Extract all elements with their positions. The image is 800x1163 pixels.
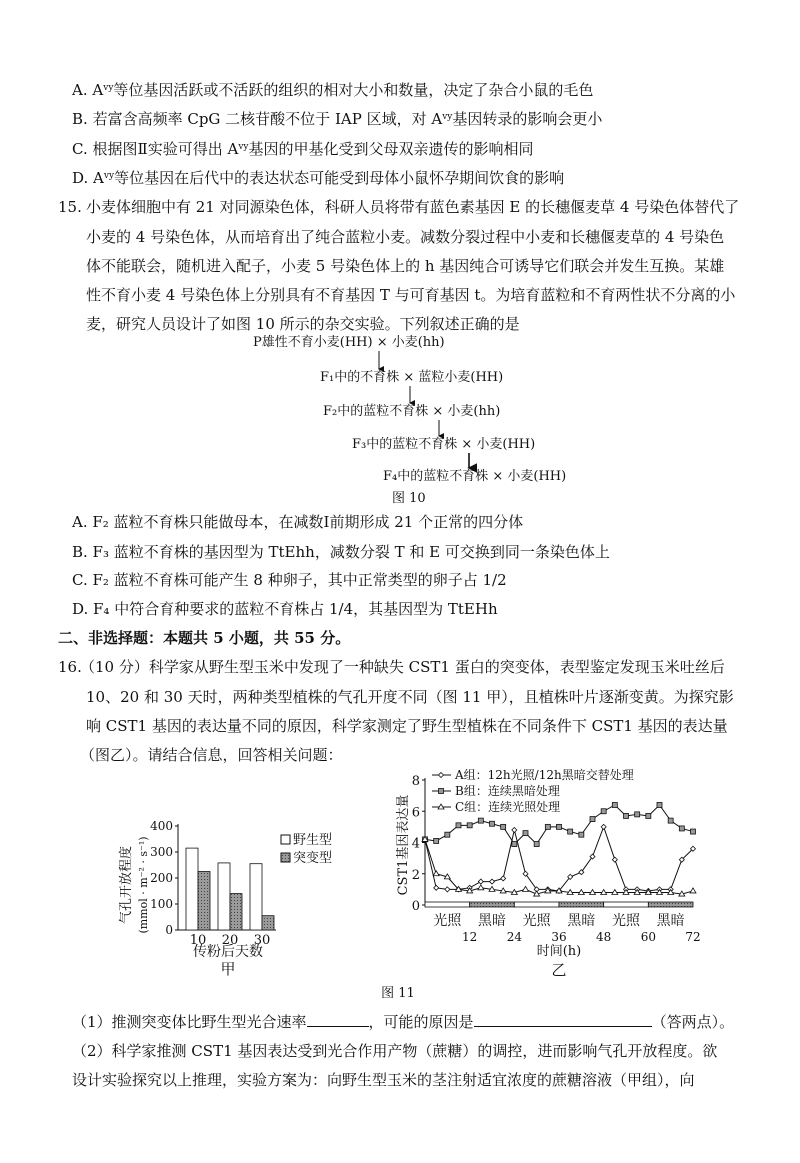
- bar-wild: [218, 863, 230, 930]
- question-text-line: 小麦体细胞中有 21 对同源染色体，科研人员将带有蓝色素基因 E 的长穗偃麦草 4 号染色体替代了: [86, 198, 740, 216]
- cross-step-f3: F₃中的蓝粒不育株 × 小麦(HH): [352, 437, 536, 452]
- bar-y-tick-label: 0: [165, 923, 173, 937]
- gene-superscript: vy: [442, 112, 453, 122]
- question-text-line: 小麦的 4 号染色体，从而培育出了纯合蓝粒小麦。减数分裂过程中小麦和长穗偃麦草的 4 号染色: [86, 228, 725, 246]
- data-point-triangle: [523, 886, 529, 891]
- data-point-triangle: [433, 871, 439, 876]
- data-point-diamond: [490, 879, 495, 884]
- data-point-square: [467, 823, 472, 828]
- line-y-tick-label: 4: [411, 836, 420, 852]
- option-text: 等位基因在后代中的表达状态可能受到母体小鼠怀孕期间饮食的影响: [114, 169, 565, 187]
- question-text-line: 10、20 和 30 天时，两种类型植株的气孔开度不同（图 11 甲），且植株叶片逐渐变黄。为探究影: [86, 688, 734, 706]
- data-point-square: [568, 829, 573, 834]
- data-point-square: [579, 832, 584, 837]
- q15-option-a: A. F₂ 蓝粒不育株只能做母本，在减数Ⅰ前期形成 21 个正常的四分体: [72, 513, 524, 531]
- gene-symbol: A: [93, 169, 104, 187]
- bar-x-tick-label: 30: [253, 933, 271, 948]
- option-label: B.: [72, 110, 88, 128]
- data-point-triangle: [690, 888, 696, 893]
- data-point-square: [512, 842, 517, 847]
- series-line-triangle: [425, 839, 693, 894]
- data-point-triangle: [478, 885, 484, 890]
- line-y-tick-label: 0: [411, 899, 420, 914]
- cross-step-f4: F₄中的蓝粒不育株 × 小麦(HH): [383, 469, 567, 484]
- data-point-diamond: [512, 828, 517, 833]
- bar-y-axis-unit: (mmol · m⁻² · s⁻¹): [137, 836, 150, 934]
- data-point-square: [534, 842, 539, 847]
- q15-option-b: B. F₃ 蓝粒不育株的基因型为 TtEhh，减数分裂 T 和 E 可交换到同一条染色体上: [72, 543, 610, 561]
- line-x-tick-label: 60: [640, 930, 656, 944]
- data-point-square: [445, 832, 450, 837]
- data-point-square: [646, 813, 651, 818]
- bar-y-tick-label: 400: [150, 819, 173, 833]
- period-strip-light: [514, 902, 559, 907]
- data-point-diamond: [501, 876, 506, 881]
- question-text-line: （图乙）。请结合信息，回答相关问题：: [80, 746, 343, 764]
- data-point-square: [434, 838, 439, 843]
- sub-question-text: ，可能的原因是: [368, 1013, 474, 1031]
- sub-question-1: [72, 1012, 734, 1032]
- option-label: A.: [72, 81, 88, 99]
- period-label: 光照: [522, 913, 551, 929]
- question-number: 15.: [58, 198, 82, 216]
- option-text: 若富含高频率 CpG 二核苷酸不位于 IAP 区域，对: [92, 110, 432, 128]
- figure-caption: 图 10: [392, 491, 426, 506]
- period-strip-dark: [470, 902, 515, 907]
- bar-y-tick-label: 300: [150, 845, 173, 859]
- gene-symbol: A: [227, 140, 239, 158]
- gene-symbol: A: [431, 110, 443, 128]
- data-point-square: [679, 826, 684, 831]
- sub-question-2-line: 设计实验探究以上推理，实验方案为：向野生型玉米的茎注射适宜浓度的蔗糖溶液（甲组），向: [72, 1071, 695, 1089]
- figure-caption: 图 11: [381, 986, 415, 1000]
- period-label: 黑暗: [478, 913, 506, 929]
- legend-label: C组：连续光照处理: [455, 800, 561, 814]
- bar-y-tick-label: 200: [150, 871, 173, 885]
- data-point-square: [490, 821, 495, 826]
- option-label: C.: [72, 140, 88, 158]
- line-y-axis-label: CST1基因表达量: [396, 794, 411, 896]
- gene-superscript: vy: [103, 171, 115, 181]
- bar-y-axis-label: 气孔开放程度: [119, 845, 134, 925]
- data-point-diamond: [434, 885, 439, 890]
- data-point-square: [456, 823, 461, 828]
- question-text-line: 性不育小麦 4 号染色体上分别具有不育基因 T 与可育基因 t。为培育蓝粒和不育两性状不分离的小: [86, 286, 736, 304]
- line-chart-title: 乙: [551, 961, 567, 979]
- data-point-diamond: [612, 857, 617, 862]
- line-x-tick-label: 36: [551, 930, 567, 944]
- question-text-line: 响 CST1 基因的表达量不同的原因，科学家测定了野生型植株在不同条件下 CST1 基因的表达量: [86, 717, 728, 735]
- answer-blank: [474, 1012, 652, 1027]
- line-legend: [454, 767, 634, 814]
- bar-legend: [281, 832, 332, 866]
- section-heading: 二、非选择题：本题共 5 小题，共 55 分。: [58, 629, 351, 647]
- bar-x-tick-label: 20: [221, 933, 239, 948]
- data-point-square: [668, 818, 673, 823]
- period-strip-light: [425, 902, 470, 907]
- question-number: 16.: [58, 658, 82, 676]
- line-y-tick-label: 2: [411, 867, 420, 883]
- q15-option-d: D. F₄ 中符合育种要求的蓝粒不育株占 1/4，其基因型为 TtEHh: [72, 600, 498, 618]
- line-x-tick-label: 72: [685, 930, 701, 944]
- data-point-diamond: [478, 879, 483, 884]
- data-point-diamond: [439, 773, 444, 778]
- bar-mutant: [198, 872, 210, 931]
- data-point-square: [478, 818, 483, 823]
- data-point-diamond: [445, 887, 450, 892]
- legend-label: A组：12h光照/12h黑暗交替处理: [455, 768, 634, 782]
- period-strip-dark: [648, 902, 693, 907]
- line-x-axis-label: 时间(h): [536, 944, 582, 959]
- question-text-line: 麦，研究人员设计了如图 10 所示的杂交实验。下列叙述正确的是: [86, 315, 520, 333]
- option-label: D.: [72, 169, 89, 187]
- line-x-tick-label: 48: [596, 930, 612, 944]
- bar-wild: [250, 864, 262, 930]
- sub-question-text: （1）推测突变体比野生型光合速率: [72, 1013, 307, 1031]
- data-point-square: [691, 829, 696, 834]
- legend-label: 野生型: [293, 833, 333, 848]
- line-x-tick-label: 24: [506, 930, 522, 944]
- period-label: 光照: [612, 913, 640, 929]
- answer-blank: [307, 1012, 369, 1027]
- data-point-diamond: [601, 824, 606, 829]
- option-text: 根据图Ⅱ实验可得出: [92, 140, 228, 158]
- period-strip-dark: [559, 902, 604, 907]
- cross-step-f1: F₁中的不育株 × 蓝粒小麦(HH): [320, 370, 504, 385]
- period-label: 光照: [433, 913, 462, 929]
- line-x-tick-label: 12: [462, 930, 478, 944]
- bar-x-tick-label: 10: [189, 933, 207, 948]
- bar-mutant: [262, 916, 274, 930]
- data-point-square: [523, 831, 528, 836]
- legend-swatch-wild: [281, 835, 290, 844]
- data-point-square: [557, 824, 562, 829]
- series-line-diamond: [425, 827, 693, 891]
- data-point-square: [601, 809, 606, 814]
- legend-swatch-mutant: [281, 853, 290, 862]
- data-point-square: [545, 824, 550, 829]
- period-label: 黑暗: [656, 913, 685, 929]
- data-point-square: [590, 817, 595, 822]
- data-point-square: [439, 789, 444, 794]
- option-text: 基因转录的影响会更小: [452, 110, 603, 128]
- bar-chart-title: 甲: [220, 960, 236, 978]
- data-point-square: [657, 803, 662, 808]
- legend-label: 突变型: [293, 851, 333, 866]
- bar-x-axis-label: 传粉后天数: [193, 944, 263, 960]
- line-y-tick-label: 6: [411, 805, 420, 821]
- sub-question-2-line: （2）科学家推测 CST1 基因表达受到光合作用产物（蔗糖）的调控，进而影响气孔开放程度。欲: [72, 1042, 718, 1060]
- gene-symbol: A: [92, 81, 104, 99]
- option-text: 基因的甲基化受到父母双亲遗传的影响相同: [248, 140, 534, 158]
- option-text: 等位基因活跃或不活跃的组织的相对大小和数量，决定了杂合小鼠的毛色: [113, 81, 594, 99]
- data-point-square: [635, 812, 640, 817]
- data-point-square: [612, 803, 617, 808]
- period-strip-light: [604, 902, 649, 907]
- cross-step-p: P雄性不育小麦(HH) × 小麦(hh): [253, 335, 445, 350]
- cross-step-f2: F₂中的蓝粒不育株 × 小麦(hh): [323, 404, 501, 419]
- gene-superscript: vy: [103, 83, 114, 93]
- bar-y-tick-label: 100: [150, 897, 173, 911]
- bar-wild: [186, 848, 198, 930]
- gene-superscript: vy: [238, 142, 249, 152]
- sub-question-text: （答两点）。: [651, 1013, 735, 1031]
- data-point-square: [501, 824, 506, 829]
- question-text-line: （10 分）科学家从野生型玉米中发现了一种缺失 CST1 蛋白的突变体，表型鉴定发现玉米吐丝后: [80, 658, 725, 676]
- bar-mutant: [230, 894, 242, 930]
- line-y-tick-label: 8: [411, 774, 420, 789]
- period-label: 黑暗: [567, 913, 596, 929]
- legend-label: B组：连续黑暗处理: [455, 784, 560, 798]
- data-point-square: [624, 813, 629, 818]
- q15-option-c: C. F₂ 蓝粒不育株可能产生 8 种卵子，其中正常类型的卵子占 1/2: [72, 571, 507, 589]
- question-text-line: 体不能联会，随机进入配子，小麦 5 号染色体上的 h 基因纯合可诱导它们联会并发生互换。某雄: [86, 257, 725, 275]
